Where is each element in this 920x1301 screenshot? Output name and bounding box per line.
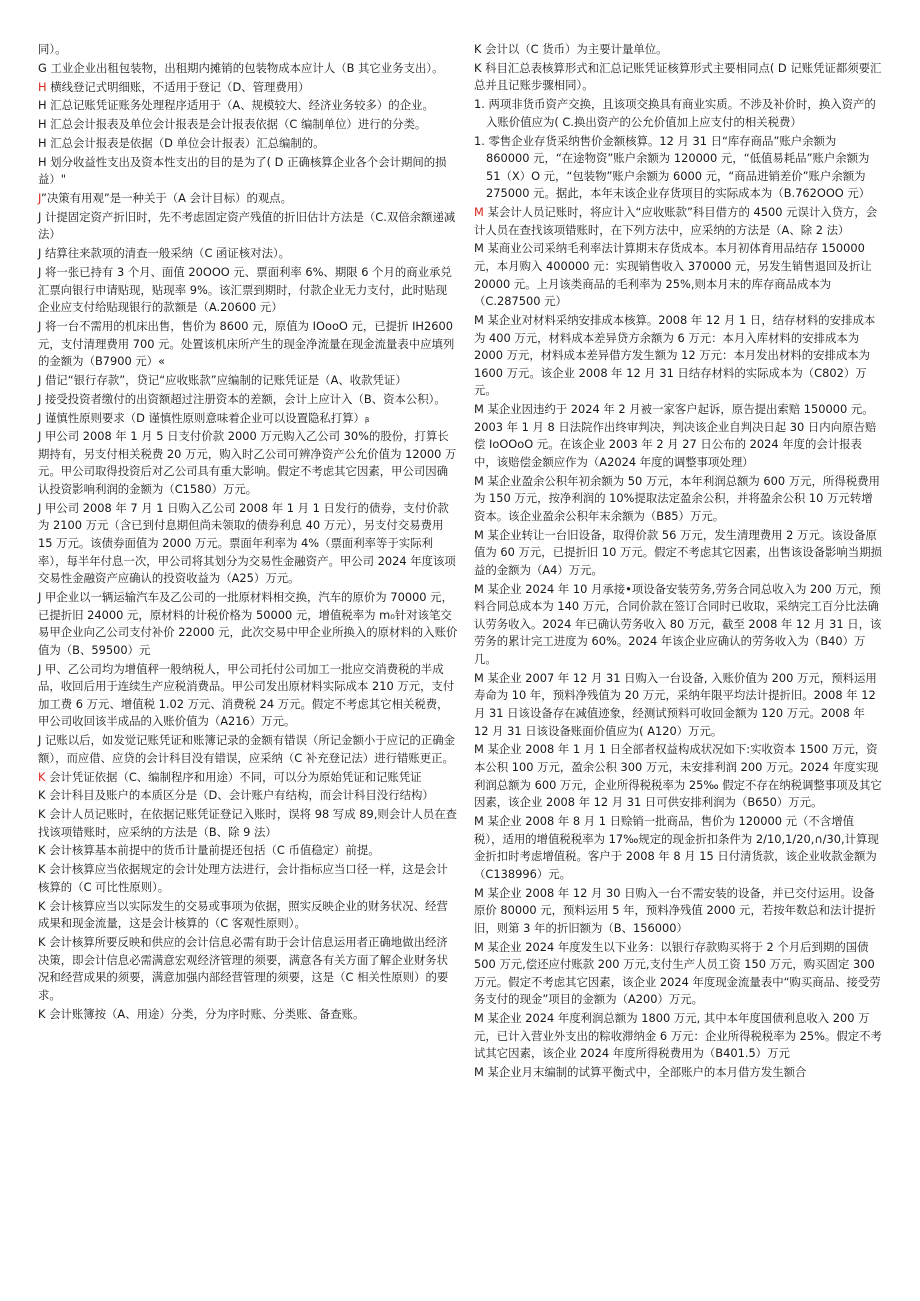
entry-text: H 汇总会计报表及单位会计报表是会计报表依据（C 编制单位）进行的分类。 xyxy=(38,117,427,132)
entry-text: J 借记“银行存款”，贷记“应收账款”应编制的记账凭证是（A、收款凭证） xyxy=(38,372,407,387)
entry-text: 横线登记式明细账，不适用于登记（D、管理费用） xyxy=(46,79,310,94)
entry-paragraph xyxy=(474,204,882,239)
entry-text: K 会计科目及账户的本质区分是（D、会计账户有结构，而会计科目没行结构） xyxy=(38,788,434,803)
entry-text: J 将一台不需用的机床出售，售价为 8600 元，原值为 IOooO 元，已提折 IH2600 元，支付清理费用 700 元。处置该机床所产生的现金净流量在现金流量表中应填列的金额为（B7900 元）« xyxy=(38,318,455,369)
entry-text: J 接受投资者缴付的出资额超过注册资本的差额，会计上应计入（B、资本公积）。 xyxy=(38,391,446,406)
entry-paragraph xyxy=(38,154,458,189)
entry-paragraph xyxy=(474,240,882,310)
index-letter-marker: M xyxy=(474,205,484,220)
entry-text: M 某企业 2007 年 12 月 31 日购入一台设备, 入账价值为 200 万元，预料运用寿命为 10 年，预料净残值为 20 万元，采纳年限平均法计提折旧。2008 年 12 月 31 日该设备存在减值迹象，经测试预料可收回金额为 120 万元。2008 年 12 月 31 日该设备账面价值应为( A120）万元。 xyxy=(474,670,877,738)
entry-text: G 工业企业出租包装物，出租期内摊销的包装物成本应计人（B 其它业务支出）。 xyxy=(38,60,444,75)
entry-paragraph xyxy=(38,209,458,244)
entry-paragraph xyxy=(38,428,458,498)
entry-paragraph xyxy=(38,264,458,317)
entry-paragraph xyxy=(38,410,458,428)
entry-text: K 会计核算基本前提中的货币计量前提还包括（C 币值稳定）前提。 xyxy=(38,843,380,858)
entry-paragraph xyxy=(38,1006,458,1024)
entry-text: J 结算往来款项的清查一般采纳（C 函证核对法）。 xyxy=(38,246,291,261)
entry-paragraph xyxy=(474,527,882,580)
entry-paragraph xyxy=(474,813,882,883)
entry-text: M 某企业转让一台旧设备，取得价款 56 万元，发生清理费用 2 万元。该设备原值为 60 万元，已提折旧 10 万元。假定不考虑其它因素，出售该设备影响当期损益的金额为（A4）万元。 xyxy=(474,527,882,577)
entry-text: J 将一张已持有 3 个月、面值 20OOO 元、票面利率 6%、期限 6 个月的商业承兑汇票向银行申请贴现，贴现率 9%。该汇票到期时，付款企业无力支付，此时贴现企业应支付给贴现银行的款额是（A.20600 元） xyxy=(38,265,452,315)
entry-text: M 某企业 2024 年度利润总额为 1800 万元, 其中本年度国债利息收入 200 万元，已计入营业外支出的粽收滞纳金 6 万元：企业所得税税率为 25%。假定不考试其它因素，该企业 2024 年度所得税费用为（B401.5）万元 xyxy=(474,1011,882,1061)
entry-text: M 某企业因违约于 2024 年 2 月被一家客户起诉，原告提出索赔 150000 元。2003 年 1 月 8 日法院作出终审判决，判决该企业自判决日起 30 日内向原告赔偿 IoOOoO 元。在该企业 2003 年 2 月 27 日公布的 2024 年度的会计报表中，该赔偿金额应作为（A2024 年度的调整事项处理） xyxy=(474,402,877,469)
entry-text: M 某企业月末编制的试算平衡式中，全部账户的本月借方发生额合 xyxy=(474,1065,807,1080)
entry-paragraph xyxy=(38,97,458,115)
entry-text: ”决策有用观”是一种关于（A 会计目标）的观点。 xyxy=(41,191,293,206)
entry-paragraph xyxy=(38,79,458,97)
entry-paragraph xyxy=(474,1064,882,1082)
entry-text: M 某企业 2024 年度发生以下业务：以银行存款购买将于 2 个月后到期的国债 500 万元,偿还应付账款 200 万元,支付生产人员工资 150 万元，购买固定 300 万元。假定不考虑其它因素，该企业 2024 年度现金流量表中“购买商品、接受劳务支付的现金”项目的金额为（A200）万元。 xyxy=(474,939,881,1007)
entry-paragraph xyxy=(474,473,882,526)
entry-text: K 会计以（C 货币）为主要计量单位。 xyxy=(474,42,668,56)
entry-text: J 谨慎性原则要求（D 谨慎性原则意味着企业可以设置隐私打算）ᵦ xyxy=(38,410,370,425)
entry-paragraph xyxy=(38,60,458,78)
entry-text: J 甲、乙公司均为增值秤一般纳税人，甲公司托付公司加工一批应交消费税的半成品，收回后用于连续生产应税消费品。甲公司发出原材料实际成本 210 万元，支付加工费 6 万元、增值税 1.02 万元、消费税 24 万元。假定不考虑其它相关税费，甲公司收回该半成品的入账价值为（A216）万元。 xyxy=(38,661,455,729)
entry-paragraph xyxy=(474,60,882,95)
left-column xyxy=(38,41,458,1024)
entry-text: K 会计核算应当以实际发生的交易或事项为依据，照实反映企业的财务状况、经营成果和现金流量，这是会计核算的（C 客观性原则）。 xyxy=(38,898,448,931)
entry-text: J 计提固定资产折旧时，先不考虑固定资产残值的折旧估计方法是（C.双倍余额递减法） xyxy=(38,209,456,242)
entry-text: M 某企业盈余公积年初余额为 50 万元，本年利润总额为 600 万元，所得税费用为 150 万元，按净利润的 10%提取法定盈余公积，并将盈余公积 10 万元转增资本。该企业盈余公积年末余额为（B85）万元。 xyxy=(474,473,880,523)
entry-paragraph xyxy=(38,391,458,409)
entry-paragraph xyxy=(38,116,458,134)
right-column xyxy=(474,41,882,1083)
entry-text: K 会计账簿按（A、用途）分类，分为序时账、分类账、备查账。 xyxy=(38,1006,365,1021)
index-letter-marker: J xyxy=(38,191,42,206)
entry-text: J 甲公司 2008 年 7 月 1 日购入乙公司 2008 年 1 月 1 日发行的债券，支付价款为 2100 万元（含已到付息期但尚未领取的债券利息 40 万元），另支付交易费用 15 万元。该债券面值为 2000 万元。票面年利率为 4%（票面利率等于实际利率），每半年付息一次，甲公司将其划分为交易性金融资产。甲公司 2024 年度该项交易性金融资产应确认的投资收益为（A25）万元。 xyxy=(38,500,456,586)
entry-paragraph xyxy=(474,741,882,811)
entry-paragraph xyxy=(474,1010,882,1063)
entry-text: M 某企业 2024 年 10 月承接•项设备安装劳务,劳务合同总收入为 200 万元，预料合同总成本为 140 万元，合同价款在签订合同时已收取，采纳完工百分比法确认劳务收入。2024 年已确认劳务收入 80 万元，截至 2008 年 12 月 31 日，该劳务的累计完工进度为 60%。2024 年该企业应确认的劳务收入为（B40）万几。 xyxy=(474,581,882,667)
entry-paragraph xyxy=(474,885,882,938)
entry-text: M 某企业 2008 年 12 月 30 日购入一台不需安装的设备，并已交付运用。设备原价 80000 元，预料运用 5 年，预料净残值 2000 元，若按年数总和法计提折旧，则第 3 年的折旧额为（B、156000） xyxy=(474,885,876,935)
entry-text: 同）。 xyxy=(38,42,67,56)
entry-paragraph xyxy=(38,318,458,371)
entry-text: 某会计人员记账时，将应计入“应收账款”科目借方的 4500 元误计入贷方，会计人员在查找该项错账时，在下列方法中，应采纳的方法是（A、除 2 法） xyxy=(474,205,878,237)
entry-paragraph xyxy=(38,787,458,805)
entry-paragraph xyxy=(38,41,458,59)
entry-text: K 会计人员记账时，在依据记账凭证登记入账时，误将 98 写成 89,则会计人员在查找该项错账时，应采纳的方法是（B、除 9 法） xyxy=(38,807,458,839)
entry-text: H 划分收益性支出及资本性支出的目的是为了( D 正确核算企业各个会计期间的损益）" xyxy=(38,154,447,187)
entry-paragraph xyxy=(38,769,458,787)
entry-text: J 记账以后，如发觉记账凭证和账簿记录的金额有错误（所记金额小于应记的正确金额），而应借、应贷的会计科目没有错误，应采纳（C 补充登记法）进行错账更正。 xyxy=(38,733,456,765)
entry-text: M 某企业 2008 年 1 月 1 日全部者权益构成状况如下:实收资本 1500 万元，资本公积 100 万元，盈余公积 300 万元，未安排利润 200 万元。2024 年度实现利润总额为 600 万元，企业所得税税率为 25‰ 假定不存在纳税调整事项及其它因素，该企业 2008 年 12 月 31 日可供安排利润为（B650）万元。 xyxy=(474,742,882,810)
entry-text: 1. 两项非货币资产交换，且该项交换具有商业实质。不涉及补价时，换入资产的入账价值应为( C.换出资产的公允价值加上应支付的相关税费） xyxy=(474,97,876,129)
entry-paragraph xyxy=(474,581,882,669)
entry-paragraph xyxy=(474,96,882,131)
entry-paragraph xyxy=(474,312,882,400)
index-letter-marker: K xyxy=(38,769,46,784)
entry-paragraph xyxy=(38,661,458,731)
entry-paragraph xyxy=(38,135,458,153)
entry-paragraph xyxy=(38,934,458,1004)
entry-paragraph xyxy=(38,732,458,767)
entry-text: M 某商业公司采纳毛利率法计算期末存货成本。本月初体育用品结存 150000 元，本月购入 400000 元：实现销售收入 370000 元，另发生销售退回及折让 20000 元。上月该类商品的毛利率为 25%,则本月末的库存商品成本为（C.287500 元） xyxy=(474,241,872,309)
entry-paragraph xyxy=(38,245,458,263)
entry-paragraph xyxy=(38,861,458,896)
entry-text: J 甲公司 2008 年 1 月 5 日支付价款 2000 万元购入乙公司 30%的股份，打算长期持有，另支付相关税费 20 万元，购入时乙公司可辨净资产公允价值为 12000 万元。甲公司取得投资后对乙公司具有重大影响。假定不考虑其它因素，甲公司因确认投资影响利润的金额为（C1580）万元。 xyxy=(38,429,457,497)
entry-paragraph xyxy=(38,190,458,208)
entry-paragraph xyxy=(38,842,458,860)
entry-text: 会计凭证依据（C、编制程序和用途）不同，可以分为原始凭证和记账凭证 xyxy=(45,769,422,784)
entry-paragraph xyxy=(474,41,882,59)
entry-text: K 会计核算应当依据规定的会计处理方法进行，会计指标应当口径一样，这是会计核算的（C 可比性原则）。 xyxy=(38,862,448,894)
entry-text: M 某企业 2008 年 8 月 1 日赊销一批商品，售价为 120000 元（不含增值税），适用的增值税税率为 17‰规定的现金折扣条件为 2/10,1/20,∩/30,计算现金折扣时考虑增值税。客户于 2008 年 8 月 15 日付清货款，该企业收款金额为（C138996）元。 xyxy=(474,813,879,881)
entry-text: 1. 零售企业存货采纳售价金额核算。12 月 31 日“库存商品”账户余额为 860000 元，“在途物资”账户余额为 120000 元，“低值易耗品”账户余额为 51（X）O 元，“包装物”账户余额为 6000 元，“商品进销差价”账户余额为 275000 元。据此，本年末该企业存货项目的实际成本为（B.762OOO 元） xyxy=(474,133,871,201)
entry-text: K 会计核算所要反映和供应的会计信息必需有助于会计信息运用者正确地做出经济决策，即会计信息必需满意宏观经济管理的须要，满意各有关方面了解企业财务状况和经营成果的须要，满意加强内部经营管理的须要，这是（C 相关性原则）的要求。 xyxy=(38,934,449,1002)
entry-paragraph xyxy=(38,898,458,933)
entry-text: H 汇总会计报表是依据（D 单位会计报表）汇总编制的。 xyxy=(38,135,325,150)
entry-paragraph xyxy=(474,401,882,471)
entry-paragraph xyxy=(474,670,882,740)
entry-text: J 甲企业以一辆运输汽车及乙公司的一批原材料相交换，汽车的原价为 70000 元，已提折旧 24000 元，原材料的计税价格为 50000 元，增值税率为 m₀针对该笔交易甲企业向乙公司支付补价 22000 元，此次交易中甲企业所换入的原材料的入账价值为（B、59500）元 xyxy=(38,590,458,657)
entry-paragraph xyxy=(474,939,882,1009)
entry-paragraph xyxy=(38,589,458,659)
entry-text: M 某企业对材料采纳安排成本核算。2008 年 12 月 1 日，结存材料的安排成本为 400 万元，材料成本差异贷方余额为 6 万元：本月入库材料的安排成本为 2000 万元，材料成本差异借方发生额为 12 万元：本月发出材料的安排成本为 1600 万元。该企业 2008 年 12 月 31 日结存材料的实际成本为（C802）万元。 xyxy=(474,313,876,398)
entry-paragraph xyxy=(38,500,458,588)
entry-text: H 汇总记账凭证账务处理程序适用于（A、规模较大、经济业务较多）的企业。 xyxy=(38,98,434,113)
index-letter-marker: H xyxy=(38,79,47,94)
entry-paragraph xyxy=(474,133,882,203)
entry-paragraph xyxy=(38,806,458,841)
entry-paragraph xyxy=(38,372,458,390)
entry-text: K 科目汇总表核算形式和汇总记账凭证核算形式主要相同点( D 记账凭证都须要汇总并且记账步骤相同）。 xyxy=(474,60,882,93)
